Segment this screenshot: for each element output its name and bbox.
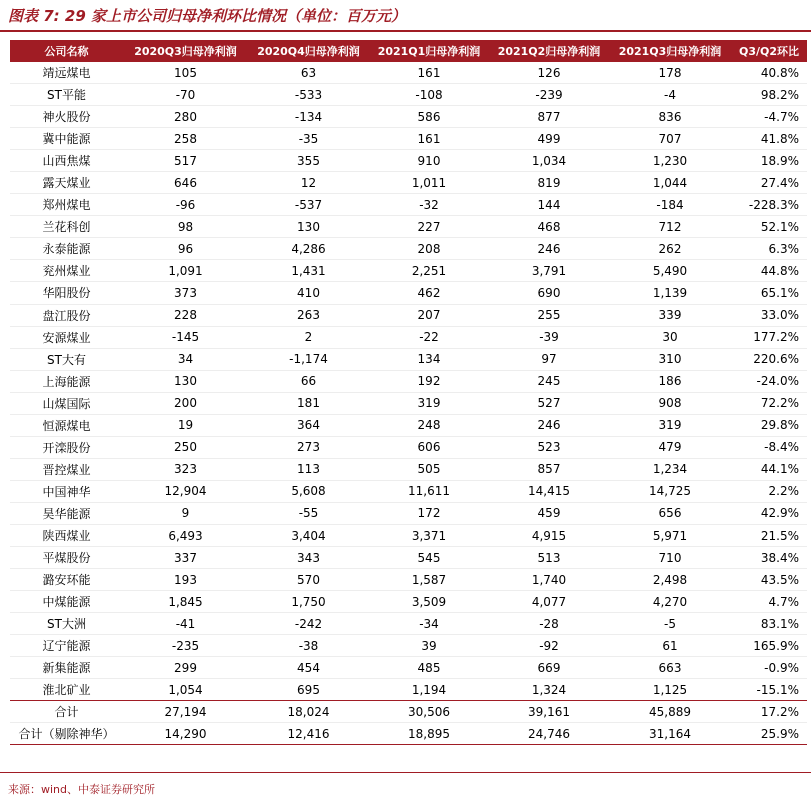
profit-cell: -38: [248, 635, 369, 657]
profit-cell: -242: [248, 613, 369, 635]
profit-cell: 27,194: [123, 701, 248, 723]
table-row: [10, 679, 807, 701]
profit-cell: 299: [123, 657, 248, 679]
company-name-cell: 盘江股份: [10, 304, 123, 326]
table-row: [10, 502, 807, 524]
qoq-change-cell: 4.7%: [731, 591, 807, 613]
table-row: [10, 194, 807, 216]
profit-cell: 499: [489, 128, 609, 150]
profit-cell: 24,746: [489, 723, 609, 745]
qoq-change-cell: 52.1%: [731, 216, 807, 238]
company-name-cell: 中国神华: [10, 480, 123, 502]
profit-cell: -32: [369, 194, 489, 216]
profit-cell: 144: [489, 194, 609, 216]
profit-cell: 836: [609, 106, 731, 128]
profit-cell: 1,740: [489, 569, 609, 591]
table-row: [10, 458, 807, 480]
profit-cell: 3,371: [369, 524, 489, 546]
profit-cell: 3,404: [248, 524, 369, 546]
profit-cell: 479: [609, 436, 731, 458]
column-header: Q3/Q2环比: [731, 40, 807, 62]
profit-cell: 523: [489, 436, 609, 458]
qoq-change-cell: 2.2%: [731, 480, 807, 502]
profit-cell: 459: [489, 502, 609, 524]
profit-cell: 31,164: [609, 723, 731, 745]
profit-cell: 207: [369, 304, 489, 326]
profit-cell: -533: [248, 84, 369, 106]
company-name-cell: 露天煤业: [10, 172, 123, 194]
profit-cell: 410: [248, 282, 369, 304]
profit-cell: 262: [609, 238, 731, 260]
profit-cell: 193: [123, 569, 248, 591]
profit-cell: 1,125: [609, 679, 731, 701]
profit-cell: 319: [369, 392, 489, 414]
table-row: [10, 260, 807, 282]
qoq-change-cell: 29.8%: [731, 414, 807, 436]
table-row: [10, 62, 807, 84]
profit-cell: 30,506: [369, 701, 489, 723]
table-row: [10, 657, 807, 679]
company-name-cell: 合计: [10, 701, 123, 723]
profit-cell: 819: [489, 172, 609, 194]
profit-cell: 12,904: [123, 480, 248, 502]
profit-cell: 1,054: [123, 679, 248, 701]
profit-cell: -39: [489, 326, 609, 348]
qoq-change-cell: 83.1%: [731, 613, 807, 635]
qoq-change-cell: 42.9%: [731, 502, 807, 524]
profit-cell: 857: [489, 458, 609, 480]
qoq-change-cell: 18.9%: [731, 150, 807, 172]
company-name-cell: 陕西煤业: [10, 524, 123, 546]
company-name-cell: ST平能: [10, 84, 123, 106]
company-name-cell: 安源煤业: [10, 326, 123, 348]
qoq-change-cell: 72.2%: [731, 392, 807, 414]
company-name-cell: ST大洲: [10, 613, 123, 635]
profit-cell: 373: [123, 282, 248, 304]
qoq-change-cell: 17.2%: [731, 701, 807, 723]
company-name-cell: 山煤国际: [10, 392, 123, 414]
profit-cell: -70: [123, 84, 248, 106]
profit-cell: 1,750: [248, 591, 369, 613]
table-body: [10, 62, 807, 745]
qoq-change-cell: 44.1%: [731, 458, 807, 480]
profit-cell: 192: [369, 370, 489, 392]
profit-cell: 1,034: [489, 150, 609, 172]
profit-cell: 527: [489, 392, 609, 414]
profit-cell: 319: [609, 414, 731, 436]
table-row: [10, 304, 807, 326]
profit-cell: -92: [489, 635, 609, 657]
profit-cell: 208: [369, 238, 489, 260]
company-name-cell: 昊华能源: [10, 502, 123, 524]
profit-cell: 98: [123, 216, 248, 238]
column-header: 2020Q3归母净利润: [123, 40, 248, 62]
profit-cell: 96: [123, 238, 248, 260]
profit-cell: -134: [248, 106, 369, 128]
profit-cell: 2,251: [369, 260, 489, 282]
qoq-change-cell: -0.9%: [731, 657, 807, 679]
company-name-cell: ST大有: [10, 348, 123, 370]
table-row: [10, 524, 807, 546]
column-header: 公司名称: [10, 40, 123, 62]
qoq-change-cell: 6.3%: [731, 238, 807, 260]
qoq-change-cell: 177.2%: [731, 326, 807, 348]
profit-cell: 310: [609, 348, 731, 370]
table-row: [10, 370, 807, 392]
profit-cell: 343: [248, 547, 369, 569]
profit-cell: 97: [489, 348, 609, 370]
profit-cell: 161: [369, 128, 489, 150]
profit-cell: 1,234: [609, 458, 731, 480]
profit-cell: 2,498: [609, 569, 731, 591]
profit-cell: 63: [248, 62, 369, 84]
profit-cell: 258: [123, 128, 248, 150]
profit-cell: 1,044: [609, 172, 731, 194]
qoq-change-cell: 38.4%: [731, 547, 807, 569]
profit-cell: 113: [248, 458, 369, 480]
table-row: [10, 480, 807, 502]
profit-cell: 5,608: [248, 480, 369, 502]
profit-cell: 3,791: [489, 260, 609, 282]
profit-cell: 9: [123, 502, 248, 524]
profit-cell: 273: [248, 436, 369, 458]
profit-cell: 14,290: [123, 723, 248, 745]
column-header: 2020Q4归母净利润: [248, 40, 369, 62]
profit-cell: 4,915: [489, 524, 609, 546]
profit-cell: -145: [123, 326, 248, 348]
profit-cell: -22: [369, 326, 489, 348]
profit-cell: 695: [248, 679, 369, 701]
profit-cell: 5,490: [609, 260, 731, 282]
column-header: 2021Q2归母净利润: [489, 40, 609, 62]
table-row: [10, 172, 807, 194]
column-header: 2021Q3归母净利润: [609, 40, 731, 62]
profit-cell: -239: [489, 84, 609, 106]
profit-cell: 181: [248, 392, 369, 414]
company-name-cell: 淮北矿业: [10, 679, 123, 701]
profit-cell: 1,587: [369, 569, 489, 591]
qoq-change-cell: 165.9%: [731, 635, 807, 657]
profit-cell: 34: [123, 348, 248, 370]
profit-cell: 485: [369, 657, 489, 679]
profit-cell: 5,971: [609, 524, 731, 546]
profit-cell: 1,230: [609, 150, 731, 172]
profit-cell: -55: [248, 502, 369, 524]
profit-cell: 454: [248, 657, 369, 679]
profit-table: [10, 40, 807, 745]
profit-cell: 1,845: [123, 591, 248, 613]
profit-cell: 227: [369, 216, 489, 238]
company-name-cell: 开滦股份: [10, 436, 123, 458]
profit-cell: 2: [248, 326, 369, 348]
table-row: [10, 326, 807, 348]
profit-cell: 545: [369, 547, 489, 569]
profit-cell: 255: [489, 304, 609, 326]
profit-cell: 6,493: [123, 524, 248, 546]
profit-cell: 39,161: [489, 701, 609, 723]
table-row: [10, 282, 807, 304]
table-row: [10, 547, 807, 569]
profit-cell: 245: [489, 370, 609, 392]
profit-cell: 656: [609, 502, 731, 524]
qoq-change-cell: 21.5%: [731, 524, 807, 546]
company-name-cell: 神火股份: [10, 106, 123, 128]
company-name-cell: 新集能源: [10, 657, 123, 679]
profit-cell: -184: [609, 194, 731, 216]
profit-cell: 4,077: [489, 591, 609, 613]
company-name-cell: 上海能源: [10, 370, 123, 392]
profit-cell: 877: [489, 106, 609, 128]
company-name-cell: 靖远煤电: [10, 62, 123, 84]
profit-cell: 161: [369, 62, 489, 84]
figure-title: 图表 7: 29 家上市公司归母净利环比情况（单位：百万元）: [8, 7, 406, 25]
table-row: [10, 723, 807, 745]
profit-cell: 105: [123, 62, 248, 84]
profit-cell: 200: [123, 392, 248, 414]
profit-cell: -28: [489, 613, 609, 635]
profit-cell: 66: [248, 370, 369, 392]
profit-cell: 172: [369, 502, 489, 524]
profit-cell: 710: [609, 547, 731, 569]
profit-cell: 339: [609, 304, 731, 326]
table-row: [10, 84, 807, 106]
profit-cell: 1,431: [248, 260, 369, 282]
profit-cell: 280: [123, 106, 248, 128]
table-row: [10, 701, 807, 723]
profit-cell: 45,889: [609, 701, 731, 723]
table-row: [10, 348, 807, 370]
profit-cell: 462: [369, 282, 489, 304]
profit-cell: 248: [369, 414, 489, 436]
company-name-cell: 永泰能源: [10, 238, 123, 260]
profit-cell: 12: [248, 172, 369, 194]
profit-cell: 517: [123, 150, 248, 172]
table-row: [10, 414, 807, 436]
table-row: [10, 436, 807, 458]
company-name-cell: 兰花科创: [10, 216, 123, 238]
profit-cell: 646: [123, 172, 248, 194]
company-name-cell: 山西焦煤: [10, 150, 123, 172]
profit-cell: -4: [609, 84, 731, 106]
table-header-row: [10, 40, 807, 62]
profit-cell: 12,416: [248, 723, 369, 745]
profit-cell: 246: [489, 414, 609, 436]
profit-cell: 19: [123, 414, 248, 436]
company-name-cell: 冀中能源: [10, 128, 123, 150]
qoq-change-cell: -24.0%: [731, 370, 807, 392]
qoq-change-cell: -4.7%: [731, 106, 807, 128]
profit-cell: 263: [248, 304, 369, 326]
profit-cell: -35: [248, 128, 369, 150]
qoq-change-cell: 65.1%: [731, 282, 807, 304]
table-row: [10, 635, 807, 657]
profit-cell: 61: [609, 635, 731, 657]
profit-cell: 1,011: [369, 172, 489, 194]
company-name-cell: 合计（剔除神华）: [10, 723, 123, 745]
profit-cell: 513: [489, 547, 609, 569]
profit-cell: 690: [489, 282, 609, 304]
profit-cell: 4,270: [609, 591, 731, 613]
company-name-cell: 中煤能源: [10, 591, 123, 613]
profit-cell: 1,091: [123, 260, 248, 282]
qoq-change-cell: 43.5%: [731, 569, 807, 591]
profit-cell: 323: [123, 458, 248, 480]
company-name-cell: 辽宁能源: [10, 635, 123, 657]
profit-cell: 1,194: [369, 679, 489, 701]
company-name-cell: 潞安环能: [10, 569, 123, 591]
profit-cell: 337: [123, 547, 248, 569]
profit-cell: 606: [369, 436, 489, 458]
profit-cell: -1,174: [248, 348, 369, 370]
source-note: 来源：wind、中泰证券研究所: [8, 783, 156, 796]
profit-cell: -108: [369, 84, 489, 106]
profit-cell: -5: [609, 613, 731, 635]
profit-cell: 178: [609, 62, 731, 84]
qoq-change-cell: 220.6%: [731, 348, 807, 370]
profit-cell: 130: [123, 370, 248, 392]
profit-cell: 707: [609, 128, 731, 150]
qoq-change-cell: -8.4%: [731, 436, 807, 458]
profit-cell: 250: [123, 436, 248, 458]
company-name-cell: 平煤股份: [10, 547, 123, 569]
company-name-cell: 华阳股份: [10, 282, 123, 304]
profit-cell: 1,139: [609, 282, 731, 304]
company-name-cell: 晋控煤业: [10, 458, 123, 480]
profit-cell: 30: [609, 326, 731, 348]
table-row: [10, 569, 807, 591]
table-row: [10, 128, 807, 150]
profit-cell: 663: [609, 657, 731, 679]
source-divider: [0, 772, 811, 773]
profit-cell: 186: [609, 370, 731, 392]
profit-cell: 4,286: [248, 238, 369, 260]
title-bar: [0, 0, 811, 32]
profit-cell: 505: [369, 458, 489, 480]
profit-cell: 908: [609, 392, 731, 414]
profit-cell: -96: [123, 194, 248, 216]
profit-cell: -537: [248, 194, 369, 216]
profit-cell: 11,611: [369, 480, 489, 502]
qoq-change-cell: 33.0%: [731, 304, 807, 326]
profit-cell: 18,024: [248, 701, 369, 723]
qoq-change-cell: 44.8%: [731, 260, 807, 282]
profit-cell: 364: [248, 414, 369, 436]
profit-cell: 14,415: [489, 480, 609, 502]
profit-cell: 134: [369, 348, 489, 370]
table-row: [10, 150, 807, 172]
profit-cell: 712: [609, 216, 731, 238]
table-row: [10, 216, 807, 238]
profit-cell: 1,324: [489, 679, 609, 701]
qoq-change-cell: 41.8%: [731, 128, 807, 150]
profit-cell: 586: [369, 106, 489, 128]
qoq-change-cell: -228.3%: [731, 194, 807, 216]
profit-cell: 910: [369, 150, 489, 172]
qoq-change-cell: 25.9%: [731, 723, 807, 745]
profit-cell: 355: [248, 150, 369, 172]
profit-cell: 18,895: [369, 723, 489, 745]
profit-cell: 130: [248, 216, 369, 238]
profit-cell: 246: [489, 238, 609, 260]
company-name-cell: 兖州煤业: [10, 260, 123, 282]
table-row: [10, 591, 807, 613]
profit-cell: -41: [123, 613, 248, 635]
qoq-change-cell: 40.8%: [731, 62, 807, 84]
profit-cell: 3,509: [369, 591, 489, 613]
table-row: [10, 106, 807, 128]
profit-cell: -34: [369, 613, 489, 635]
table-row: [10, 392, 807, 414]
profit-cell: 14,725: [609, 480, 731, 502]
company-name-cell: 恒源煤电: [10, 414, 123, 436]
table-row: [10, 238, 807, 260]
column-header: 2021Q1归母净利润: [369, 40, 489, 62]
qoq-change-cell: 98.2%: [731, 84, 807, 106]
profit-cell: 570: [248, 569, 369, 591]
profit-cell: 39: [369, 635, 489, 657]
profit-cell: 669: [489, 657, 609, 679]
profit-cell: 126: [489, 62, 609, 84]
profit-cell: -235: [123, 635, 248, 657]
profit-cell: 468: [489, 216, 609, 238]
table-row: [10, 613, 807, 635]
qoq-change-cell: -15.1%: [731, 679, 807, 701]
profit-cell: 228: [123, 304, 248, 326]
qoq-change-cell: 27.4%: [731, 172, 807, 194]
company-name-cell: 郑州煤电: [10, 194, 123, 216]
